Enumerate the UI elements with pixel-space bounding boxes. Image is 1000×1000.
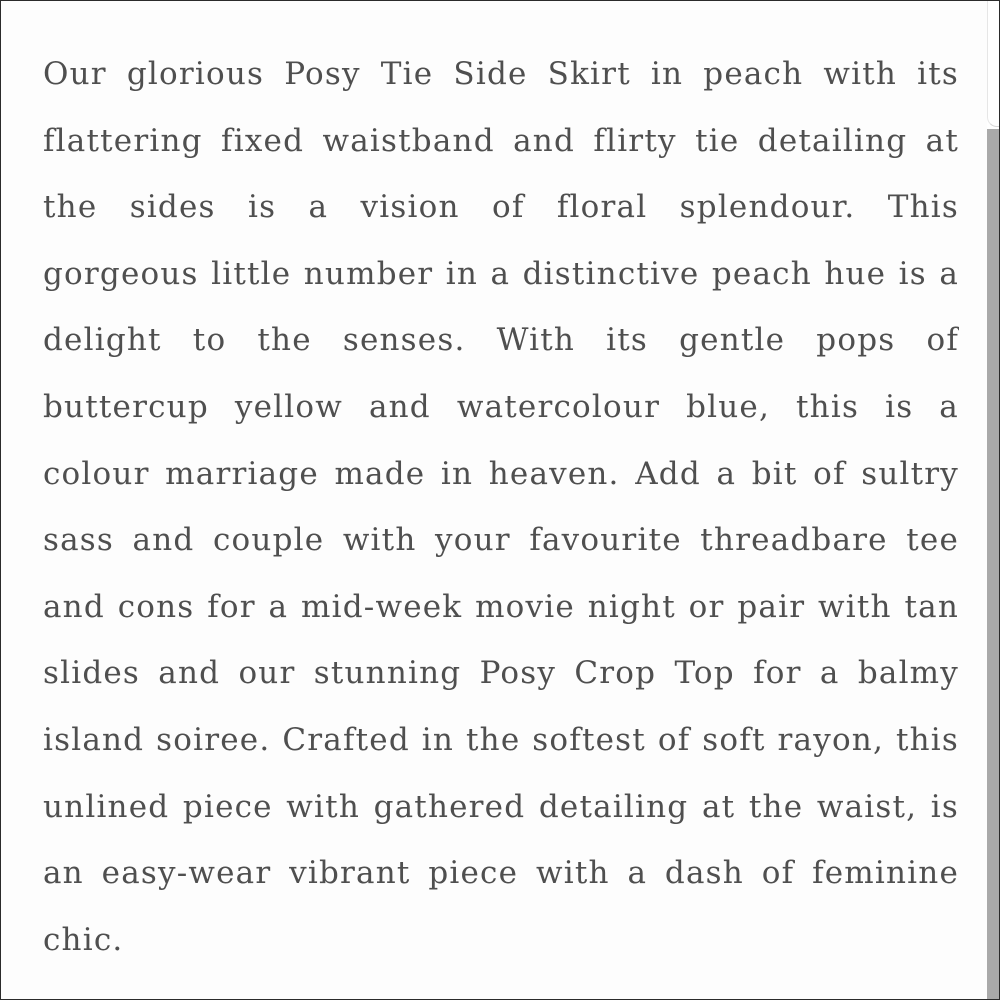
description-line: slides and our stunning Posy Crop Top for a balmy — [43, 655, 959, 692]
description-line: an easy-wear vibrant piece with a dash of feminine — [43, 855, 959, 892]
product-description — [43, 41, 959, 973]
vertical-scrollbar[interactable] — [987, 1, 999, 999]
description-line: flattering fixed waistband and flirty tie detailing at — [43, 122, 959, 159]
scrollbar-cap — [987, 1, 999, 127]
description-line: Our glorious Posy Tie Side Skirt in peach with its — [43, 56, 959, 92]
description-line: colour marriage made in heaven. Add a bit of sultry — [43, 455, 959, 492]
description-line: sass and couple with your favourite threadbare tee — [43, 522, 959, 559]
description-line: buttercup yellow and watercolour blue, this is a — [43, 388, 959, 425]
description-line: the sides is a vision of floral splendour. This — [43, 189, 959, 226]
description-line: island soiree. Crafted in the softest of soft rayon, this — [43, 721, 959, 758]
description-line: chic. — [43, 921, 124, 958]
description-line: and cons for a mid-week movie night or pair with tan — [43, 588, 959, 625]
description-line: delight to the senses. With its gentle pops of — [43, 322, 959, 359]
scrollbar-thumb[interactable] — [987, 129, 999, 999]
description-line: gorgeous little number in a distinctive peach hue is a — [43, 255, 959, 292]
description-line: unlined piece with gathered detailing at the waist, is — [43, 788, 959, 825]
